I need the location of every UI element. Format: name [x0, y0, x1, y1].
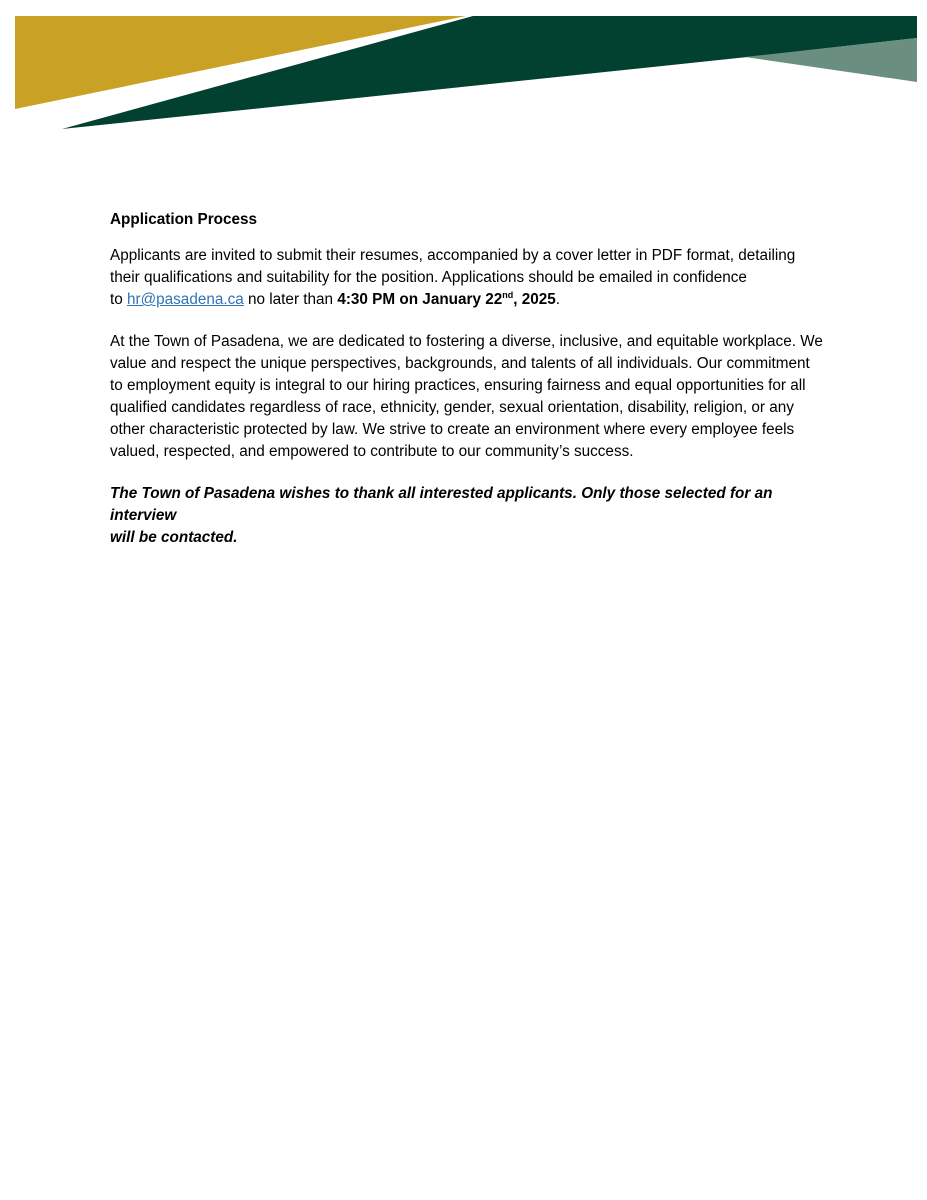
paragraph-line: qualified candidates regardless of race, ethnicity, gender, sexual orientation, disability, religion, or any [110, 399, 794, 416]
paragraph-line: Applicants are invited to submit their resumes, accompanied by a cover letter in PDF format, detailing [110, 247, 796, 264]
paragraph-line [110, 289, 830, 311]
document-body [110, 209, 830, 549]
sentence-end: . [555, 291, 561, 308]
paragraph-line: to employment equity is integral to our hiring practices, ensuring fairness and equal opportunities for all [110, 377, 806, 394]
closing-line: The Town of Pasadena wishes to thank all interested applicants. Only those selected for an interview [110, 485, 773, 524]
section-heading: Application Process [110, 211, 258, 228]
paragraph-line: other characteristic protected by law. We strive to create an environment where every employee feels [110, 421, 795, 438]
header-banner [0, 0, 927, 140]
paragraph-line: At the Town of Pasadena, we are dedicated to fostering a diverse, inclusive, and equitable workplace. We [110, 333, 823, 350]
paragraph-line: value and respect the unique perspectives, backgrounds, and talents of all individuals. Our commitment [110, 355, 810, 372]
deadline-prefix: no later than [243, 291, 338, 308]
deadline-time: 4:30 PM on January 22 [337, 291, 503, 308]
date-suffix: nd [502, 290, 514, 300]
deadline-year: , 2025 [513, 291, 556, 308]
closing-line: will be contacted. [110, 529, 238, 546]
email-link[interactable]: hr@pasadena.ca [127, 291, 244, 308]
paragraph-line: their qualifications and suitability for the position. Applications should be emailed in confidence [110, 269, 747, 286]
equity-paragraph [110, 331, 830, 463]
closing-statement [110, 483, 830, 549]
deadline-date [337, 291, 555, 308]
to-prefix: to [110, 291, 128, 308]
paragraph-line: valued, respected, and empowered to contribute to our community’s success. [110, 443, 634, 460]
application-paragraph [110, 245, 830, 311]
